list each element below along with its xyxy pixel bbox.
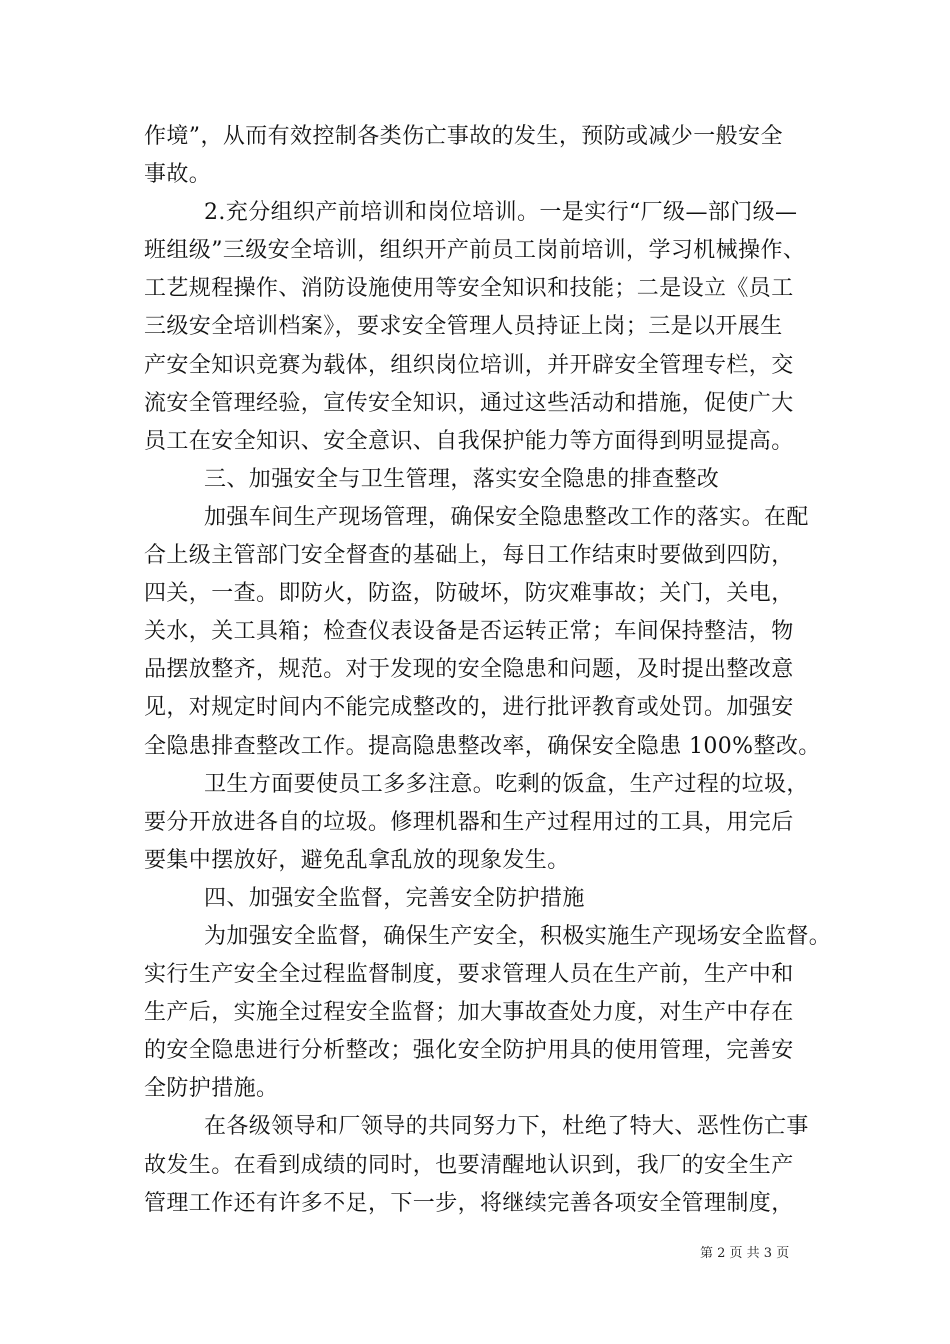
text-line: 全隐患排查整改工作。提高隐患整改率，确保安全隐患 100%整改。 [144, 733, 821, 759]
text-line: 四、加强安全监督，完善安全防护措施 [204, 885, 585, 911]
text-line: 加强车间生产现场管理，确保安全隐患整改工作的落实。在配 [204, 504, 809, 530]
text-line: 三、加强安全与卫生管理，落实安全隐患的排查整改 [204, 466, 720, 492]
text-line: 2.充分组织产前培训和岗位培训。一是实行“厂级—部门级— [204, 200, 798, 226]
text-line: 三级安全培训档案》，要求安全管理人员持证上岗；三是以开展生 [144, 314, 783, 340]
text-line: 卫生方面要使员工多多注意。吃剩的饭盒，生产过程的垃圾， [204, 771, 809, 797]
page-number-footer: 第 2 页 共 3 页 [700, 1246, 790, 1261]
text-line: 事故。 [144, 162, 212, 188]
text-line: 实行生产安全全过程监督制度，要求管理人员在生产前，生产中和 [144, 962, 794, 988]
text-line: 要分开放进各自的垃圾。修理机器和生产过程用过的工具，用完后 [144, 809, 794, 835]
text-line: 产安全知识竞赛为载体，组织岗位培训，并开辟安全管理专栏，交 [144, 352, 794, 378]
text-line: 员工在安全知识、安全意识、自我保护能力等方面得到明显提高。 [144, 428, 794, 454]
text-line: 生产后，实施全过程安全监督；加大事故查处力度，对生产中存在 [144, 1000, 794, 1026]
text-line: 流安全管理经验，宣传安全知识，通过这些活动和措施，促使广大 [144, 390, 794, 416]
text-line: 全防护措施。 [144, 1076, 279, 1102]
text-line: 管理工作还有许多不足，下一步，将继续完善各项安全管理制度， [144, 1190, 794, 1216]
text-line: 要集中摆放好，避免乱拿乱放的现象发生。 [144, 847, 570, 873]
text-line: 工艺规程操作、消防设施使用等安全知识和技能；二是设立《员工 [144, 276, 794, 302]
text-line: 在各级领导和厂领导的共同努力下，杜绝了特大、恶性伤亡事 [204, 1114, 809, 1140]
text-line: 见，对规定时间内不能完成整改的，进行批评教育或处罚。加强安 [144, 695, 794, 721]
text-line: 作境”，从而有效控制各类伤亡事故的发生，预防或减少一般安全 [144, 124, 783, 149]
text-line: 的安全隐患进行分析整改；强化安全防护用具的使用管理，完善安 [144, 1038, 794, 1064]
text-line: 班组级”三级安全培训，组织开产前员工岗前培训，学习机械操作、 [144, 238, 806, 264]
text-line: 关水，关工具箱；检查仪表设备是否运转正常；车间保持整洁，物 [144, 619, 794, 645]
text-line: 品摆放整齐，规范。对于发现的安全隐患和问题，及时提出整改意 [144, 657, 794, 683]
text-line: 为加强安全监督，确保生产安全，积极实施生产现场安全监督。 [204, 923, 832, 949]
document-body [144, 118, 832, 1223]
text-line: 故发生。在看到成绩的同时，也要清醒地认识到，我厂的安全生产 [144, 1152, 794, 1178]
text-line: 合上级主管部门安全督查的基础上，每日工作结束时要做到四防， [144, 543, 794, 569]
text-line: 四关，一查。即防火，防盗，防破坏，防灾难事故；关门，关电， [144, 581, 794, 607]
